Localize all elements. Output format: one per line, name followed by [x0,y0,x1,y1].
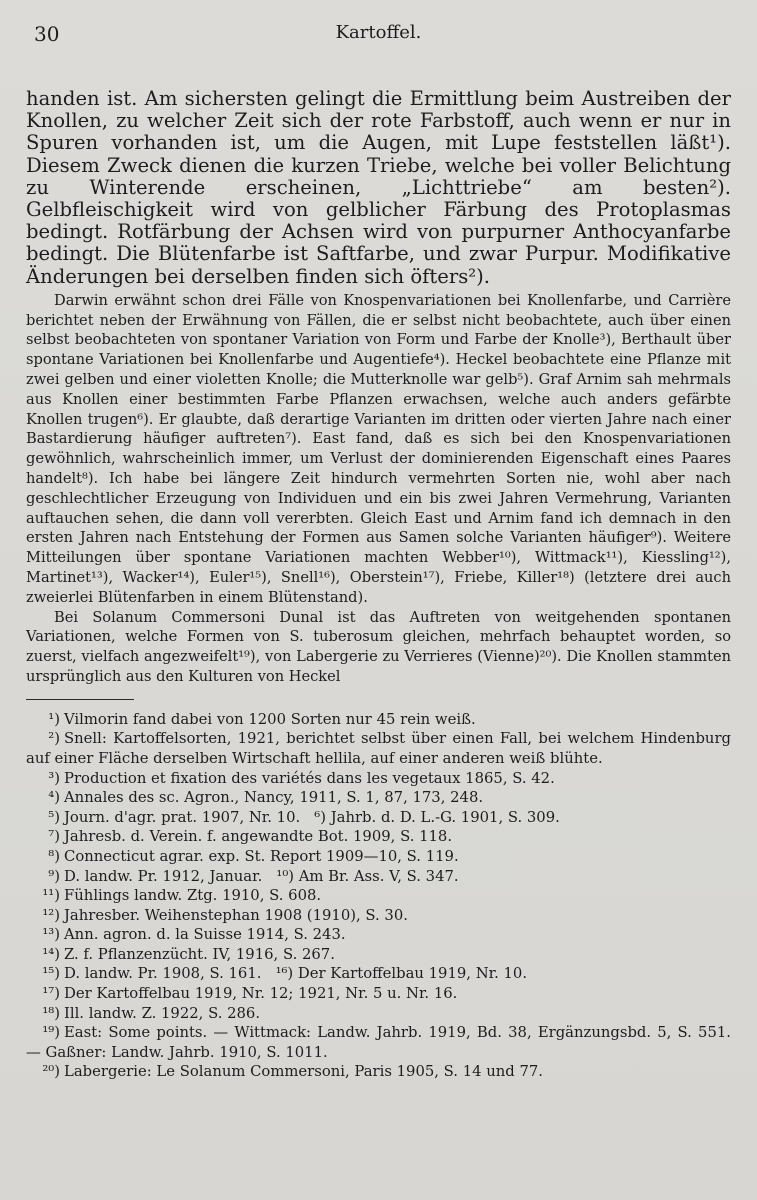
footnote-17: ¹⁷) Der Kartoffelbau 1919, Nr. 12; 1921, Nr. 5 u. Nr. 16. [42,985,458,1003]
running-head: Kartoffel. [335,22,422,43]
footnote-4: ⁴) Annales des sc. Agron., Nancy, 1911, S. 1, 87, 173, 248. [48,789,484,807]
footnote-15: ¹⁵) D. landw. Pr. 1908, S. 161. ¹⁶) Der Kartoffelbau 1919, Nr. 10. [42,965,528,983]
main-paragraph: handen ist. Am sichersten gelingt die Ermittlung beim Austreiben der Knollen, zu welcher Zeit sich der rote Farbstoff, auch wenn er nur in Spuren vorhanden ist, um die Augen, mit Lupe feststellen läßt¹). Diesem Zweck dienen die kurzen Triebe, welche bei voller Belichtung zu Winterende erscheinen, „Lichttriebe“ am besten²). Gelbfleischigkeit wird von gelblicher Färbung des Protoplasmas bedingt. Rotfärbung der Achsen wird von purpurner Anthocyanfarbe bedingt. Die Blütenfarbe ist Saftfarbe, und zwar Purpur. Modifikative Änderungen bei derselben finden sich öfters²). [26,87,731,288]
small-paragraph-2: Bei Solanum Commersoni Dunal ist das Auftreten von weitgehenden spontanen Variationen, welche Formen von S. tuberosum gleichen, mehrfach behauptet worden, so zuerst, vielfach angezweifelt¹⁹), von Labergerie zu Verrieres (Vienne)²⁰). Die Knollen stammten ursprünglich aus den Kulturen von Heckel [26,608,731,685]
small-print-section [26,291,731,687]
small-paragraph-1: Darwin erwähnt schon drei Fälle von Knospenvariationen bei Knollenfarbe, und Carrière berichtet neben der Erwähnung von Fällen, die er selbst nicht beobachtete, auch über einen selbst beobachteten von spontaner Variation von Form und Farbe der Knolle³), Berthault über spontane Variationen bei Knollenfarbe und Augentiefe⁴). Heckel beobachtete eine Pflanze mit zwei gelben und einer violetten Knolle; die Mutterknolle war gelb⁵). Graf Arnim sah mehrmals aus Knollen einer bestimmten Farbe Pflanzen erwachsen, welche auch anders gefärbte Knollen trugen⁶). Er glaubte, daß derartige Varianten im dritten oder vierten Jahre nach einer Bastardierung häufiger auftreten⁷). East fand, daß es sich bei den Knospenvariationen gewöhnlich, wahrscheinlich immer, um Verlust der dominierenden Eigenschaft eines Paares handelt⁸). Ich habe bei längere Zeit hindurch vermehrten Sorten nie, wohl aber nach geschlechtlicher Erzeugung von Individuen und ein bis zwei Jahren Vermehrung, Varianten auftauchen sehen, die dann voll vererbten. Gleich East und Arnim fand ich demnach in den ersten Jahren nach Entstehung der Formen aus Samen solche Varianten häufiger⁹). Weitere Mitteilungen über spontane Variationen machten Webber¹⁰), Wittmack¹¹), Kiessling¹²), Martinet¹³), Wacker¹⁴), Euler¹⁵), Snell¹⁶), Oberstein¹⁷), Friebe, Killer¹⁸) (letztere drei auch zweierlei Blütenfarben in einem Blütenstand). [26,291,731,606]
footnote-2: ²) Snell: Kartoffelsorten, 1921, berichtet selbst über einen Fall, bei welchem Hindenburg auf einer Fläche derselben Wirtschaft hellila, auf einer anderen weiß blühte. [26,730,731,767]
footnote-13: ¹³) Ann. agron. d. la Suisse 1914, S. 243. [42,926,346,944]
footnote-12: ¹²) Jahresber. Weihenstephan 1908 (1910), S. 30. [42,906,408,924]
footnote-11: ¹¹) Fühlings landw. Ztg. 1910, S. 608. [42,887,322,905]
footnote-3: ³) Production et fixation des variétés dans les vegetaux 1865, S. 42. [48,769,555,787]
footnote-1: ¹) Vilmorin fand dabei von 1200 Sorten nur 45 rein weiß. [48,710,476,728]
footnote-5: ⁵) Journ. d'agr. prat. 1907, Nr. 10. ⁶) Jahrb. d. D. L.-G. 1901, S. 309. [48,808,560,826]
footnote-14: ¹⁴) Z. f. Pflanzenzücht. IV, 1916, S. 267. [42,945,335,963]
page-header [26,20,731,54]
footnotes [26,710,731,1082]
footnote-20: ²⁰) Labergerie: Le Solanum Commersoni, Paris 1905, S. 14 und 77. [42,1063,543,1081]
footnote-9: ⁹) D. landw. Pr. 1912, Januar. ¹⁰) Am Br. Ass. V, S. 347. [48,867,459,885]
page-number: 30 [34,22,60,46]
footnote-rule [26,699,134,700]
footnote-7: ⁷) Jahresb. d. Verein. f. angewandte Bot. 1909, S. 118. [48,828,453,846]
footnote-19: ¹⁹) East: Some points. — Wittmack: Landw. Jahrb. 1919, Bd. 38, Ergänzungsbd. 5, S. 551. — Gaßner: Landw. Jahrb. 1910, S. 1011. [26,1024,731,1061]
footnote-18: ¹⁸) Ill. landw. Z. 1922, S. 286. [42,1004,261,1022]
footnote-8: ⁸) Connecticut agrar. exp. St. Report 1909—10, S. 119. [48,847,459,865]
